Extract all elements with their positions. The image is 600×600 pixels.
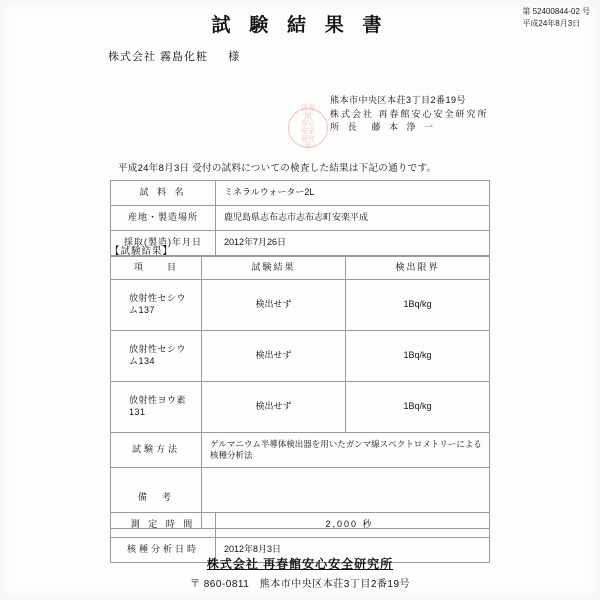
results-section-title: 【試験結果】 — [110, 246, 174, 257]
sample-name-value: ミネラルウォーター2L — [216, 181, 490, 206]
origin-label: 産地・製造場所 — [111, 206, 216, 231]
production-date-value: 2012年7月26日 — [216, 231, 490, 256]
issuer-signature: 所 長 藤 本 浄 一 — [330, 122, 437, 132]
result-item-limit: 1Bq/kg — [345, 382, 489, 433]
measurement-time-value: 2,000 秒 — [216, 513, 490, 538]
table-row — [111, 382, 490, 433]
page-title: 試 験 結 果 書 — [211, 15, 389, 36]
result-item-name: 放射性セシウム134 — [111, 331, 202, 382]
result-item-value: 検出せず — [202, 382, 346, 433]
table-row — [111, 206, 490, 231]
table-row — [111, 331, 490, 382]
measurement-time-label: 測 定 時 間 — [111, 513, 216, 538]
result-item-name: 放射性セシウム137 — [111, 280, 202, 331]
production-date-label: 採取(製造)年月日 — [111, 231, 216, 256]
addressee-honorific: 様 — [228, 51, 241, 63]
result-item-limit: 1Bq/kg — [345, 280, 489, 331]
result-item-limit: 1Bq/kg — [345, 331, 489, 382]
table-row-method — [111, 433, 490, 468]
footer-company-name: 株式会社 再春館安心安全研究所 — [206, 557, 394, 571]
seal-text: 再春館 安心安全 研究所 — [301, 104, 315, 151]
col-header-limit: 検出限界 — [345, 257, 489, 280]
sample-name-label: 試 料 名 — [111, 181, 216, 206]
note-label: 備 考 — [111, 468, 202, 529]
table-header-row — [111, 257, 490, 280]
issuer-company: 株式会社 再春館安心安全研究所 — [330, 108, 489, 119]
result-item-value: 検出せず — [202, 280, 346, 331]
company-seal — [288, 104, 328, 151]
method-label: 試験方法 — [111, 433, 202, 468]
addressee-line — [108, 48, 240, 64]
col-header-item: 項 目 — [111, 257, 202, 280]
analysis-date-value: 2012年8月3日 — [216, 538, 490, 563]
results-table — [110, 256, 490, 529]
issuer-address: 熊本市中央区本荘3丁目2番19号 — [330, 95, 467, 105]
table-row — [111, 181, 490, 206]
addressee-name: 株式会社 霧島化粧 — [108, 51, 209, 63]
document-date: 平成24年8月3日 — [522, 18, 581, 28]
table-row — [111, 513, 490, 538]
result-item-value: 検出せず — [202, 331, 346, 382]
analysis-date-label: 核種分析日時 — [111, 538, 216, 563]
table-row — [111, 280, 490, 331]
issuer-block — [330, 94, 489, 135]
result-item-name: 放射性ヨウ素131 — [111, 382, 202, 433]
lead-text: 平成24年8月3日 受付の試料についての検査した結果は下記の通りです。 — [118, 163, 437, 174]
document-number: 第 52400844-02 号 — [522, 7, 590, 16]
col-header-result: 試験結果 — [202, 257, 346, 280]
method-value: ゲルマニウム半導体検出器を用いたガンマ線スペクトロメトリーによる核種分析法 — [202, 433, 490, 468]
origin-value: 鹿児島県志布志市志布志町安楽平成 — [216, 206, 490, 231]
footer-block — [0, 555, 600, 590]
footer-address: 〒 860-0811 熊本市中央区本荘3丁目2番19号 — [189, 579, 411, 590]
